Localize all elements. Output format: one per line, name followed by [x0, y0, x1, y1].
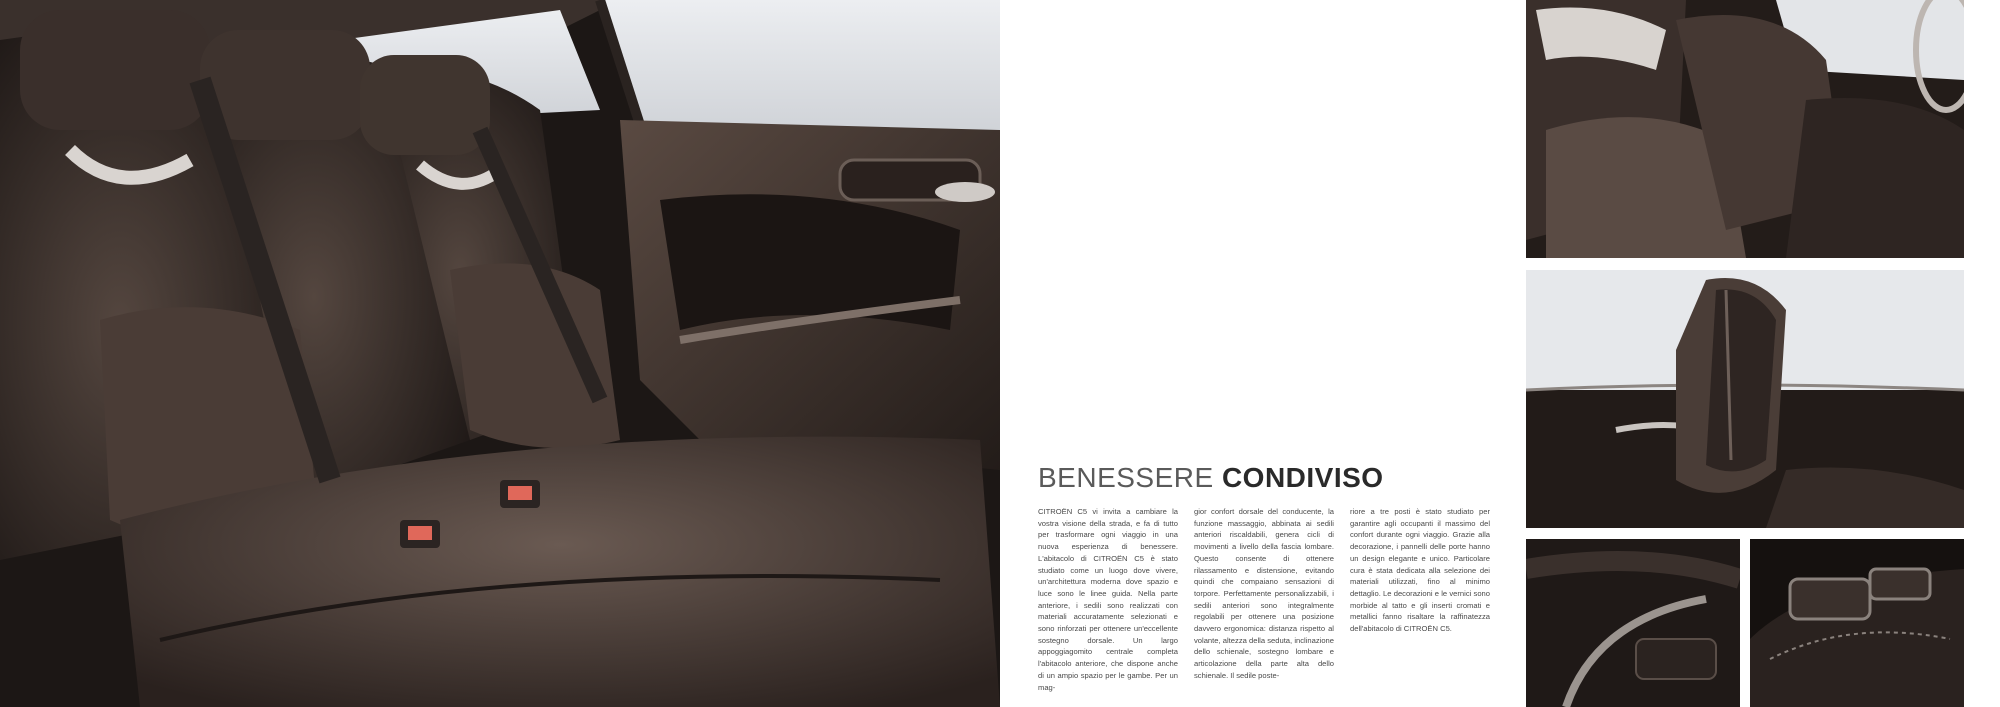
section-heading: [1038, 462, 1384, 494]
door-handle-photo: [1526, 539, 1740, 707]
heading-light: BENESSERE: [1038, 462, 1214, 493]
console-photo: [1750, 539, 1964, 707]
paragraph-1: CITROËN C5 vi invita a cambiare la vostra visione della strada, e fa di tutto per trasformare ogni viaggio in una nuova esperienza di benessere. L'abitacolo di CITROËN C5 è stato studiato come un luogo dove vivere, un'architettura moderna dove spazio e luce sono le linee guida. Nella parte anteriore, i sedili sono realizzati con materiali accuratamente selezionati e sono rinforzati per ottenere un'eccellente sostegno dorsale. Un largo appoggiagomito centrale completa l'abitacolo anteriore, che dispone anche di un ampio spazio per le gambe. Per un mag-: [1038, 507, 1178, 692]
paragraph-2: gior confort dorsale del conducente, la funzione massaggio, abbinata ai sedili anteriori riscaldabili, genera cicli di movimenti a livello della fascia lombare. Questo consente di ottenere rilassamento e distensione, evitando quindi che compaiano sensazioni di torpore. Perfettamente personalizzabili, i sedili anteriori sono integralmente regolabili per ottenere una posizione davvero ergonomica: distanza rispetto al volante, altezza della seduta, inclinazione dello schienale, sostegno lombare e articolazione della parte alta dello schienale. Il sedile poste-: [1194, 507, 1334, 680]
text-column-1: [1038, 506, 1178, 693]
body-text: [1038, 506, 1490, 693]
paragraph-3: riore a tre posti è stato studiato per garantire agli occupanti il massimo del confort durante ogni viaggio. Grazie alla decorazione, i pannelli delle porte hanno un design elegante e unico. Particolare cura è stata dedicata alla selezione dei materiali utilizzati, fino al minimo dettaglio. Le decorazioni e le vernici sono morbide al tatto e gli inserti cromati e metallici fanno risaltare la raffinatezza dell'abitacolo di CITROËN C5.: [1350, 507, 1490, 634]
text-column-2: [1194, 506, 1334, 693]
seat-side-photo: [1526, 270, 1964, 528]
text-column-3: [1350, 506, 1490, 693]
front-seat-photo: [1526, 0, 1964, 258]
heading-bold: CONDIVISO: [1221, 462, 1384, 493]
